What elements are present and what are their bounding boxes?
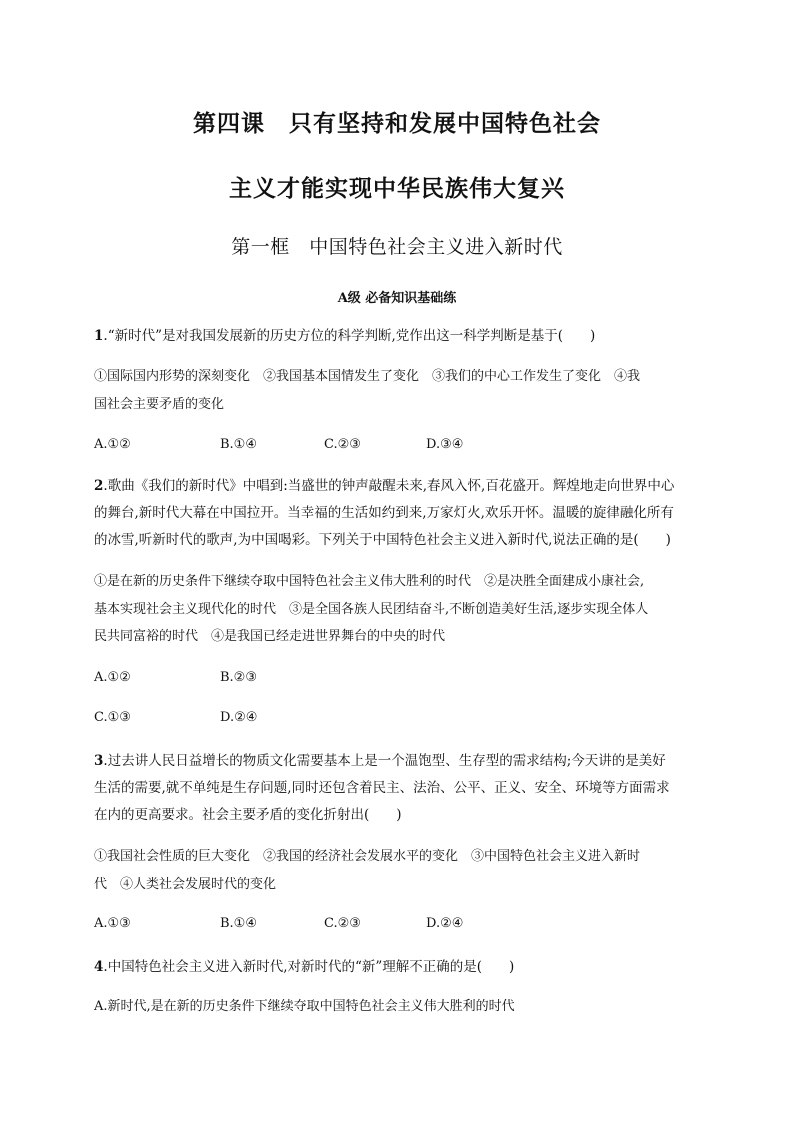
level-heading: A级 必备知识基础练 — [337, 291, 457, 306]
question-4-stem — [94, 958, 704, 976]
lesson-title-line-1: 第四课 只有坚持和发展中国特色社会 — [193, 111, 601, 137]
question-2-stem-line-2: 的舞台,新时代大幕在中国拉开。当幸福的生活如约到来,万家灯火,欢乐开怀。温暖的旋律融化所有 — [94, 505, 674, 521]
question-3-stem-line-1 — [94, 752, 704, 770]
question-2-stem-line-1 — [94, 477, 704, 495]
question-1-option-d: D.③④ — [426, 437, 464, 452]
question-3-items-line-1: ①我国社会性质的巨大变化 ②我国的经济社会发展水平的变化 ③中国特色社会主义进入新时 — [94, 849, 641, 864]
question-3-option-d: D.②④ — [426, 916, 464, 931]
question-text: .“新时代”是对我国发展新的历史方位的科学判断,党作出这一科学判断是基于( ) — [103, 328, 596, 344]
question-3-items-line-2: 代 ④人类社会发展时代的变化 — [94, 877, 277, 892]
question-2-option-b: B.②③ — [220, 670, 257, 685]
question-2-items-line-2: 基本实现社会主义现代化的时代 ③是全国各族人民团结奋斗,不断创造美好生活,逐步实现全体人 — [94, 602, 649, 617]
question-4-option-a: A.新时代,是在新的历史条件下继续夺取中国特色社会主义伟大胜利的时代 — [94, 999, 515, 1014]
question-1-stem — [94, 327, 704, 345]
question-3-option-c: C.②③ — [324, 916, 361, 931]
question-2-items-line-3: 民共同富裕的时代 ④是我国已经走进世界舞台的中央的时代 — [94, 629, 446, 644]
question-text: .中国特色社会主义进入新时代,对新时代的“新”理解不正确的是( ) — [103, 959, 515, 975]
question-1-option-b: B.①④ — [220, 437, 257, 452]
question-3-option-a: A.①③ — [94, 916, 131, 931]
question-1-items-line-2: 国社会主要矛盾的变化 — [94, 397, 225, 412]
question-3-stem-line-3: 在内的更高要求。社会主要矛盾的变化折射出( ) — [94, 807, 402, 823]
question-text: .歌曲《我们的新时代》中唱到:当盛世的钟声敲醒未来,春风入怀,百花盛开。辉煌地走向世界中心 — [103, 478, 675, 494]
question-number: 3 — [94, 753, 104, 769]
question-2-option-c: C.①③ — [94, 710, 131, 725]
lesson-title-line-2: 主义才能实现中华民族伟大复兴 — [229, 176, 565, 202]
question-3-option-b: B.①④ — [220, 916, 257, 931]
question-2-stem-line-3: 的冰雪,听新时代的歌声,为中国喝彩。下列关于中国特色社会主义进入新时代,说法正确的是( ) — [94, 532, 671, 548]
question-2-option-d: D.②④ — [220, 710, 258, 725]
question-1-option-a: A.①② — [94, 437, 131, 452]
question-text: .过去讲人民日益增长的物质文化需要基本上是一个温饱型、生存型的需求结构;今天讲的是美好 — [103, 753, 666, 769]
question-number: 4 — [94, 959, 104, 975]
section-subtitle: 第一框 中国特色社会主义进入新时代 — [231, 236, 563, 258]
question-3-stem-line-2: 生活的需要,就不单纯是生存问题,同时还包含着民主、法治、公平、正义、安全、环境等方面需求 — [94, 780, 670, 796]
question-number: 1 — [94, 328, 104, 344]
question-number: 2 — [94, 478, 104, 494]
question-1-items-line-1: ①国际国内形势的深刻变化 ②我国基本国情发生了变化 ③我们的中心工作发生了变化 ④我 — [94, 369, 641, 384]
question-2-items-line-1: ①是在新的历史条件下继续夺取中国特色社会主义伟大胜利的时代 ②是决胜全面建成小康社会, — [94, 574, 645, 589]
question-1-option-c: C.②③ — [324, 437, 361, 452]
question-2-option-a: A.①② — [94, 670, 131, 685]
